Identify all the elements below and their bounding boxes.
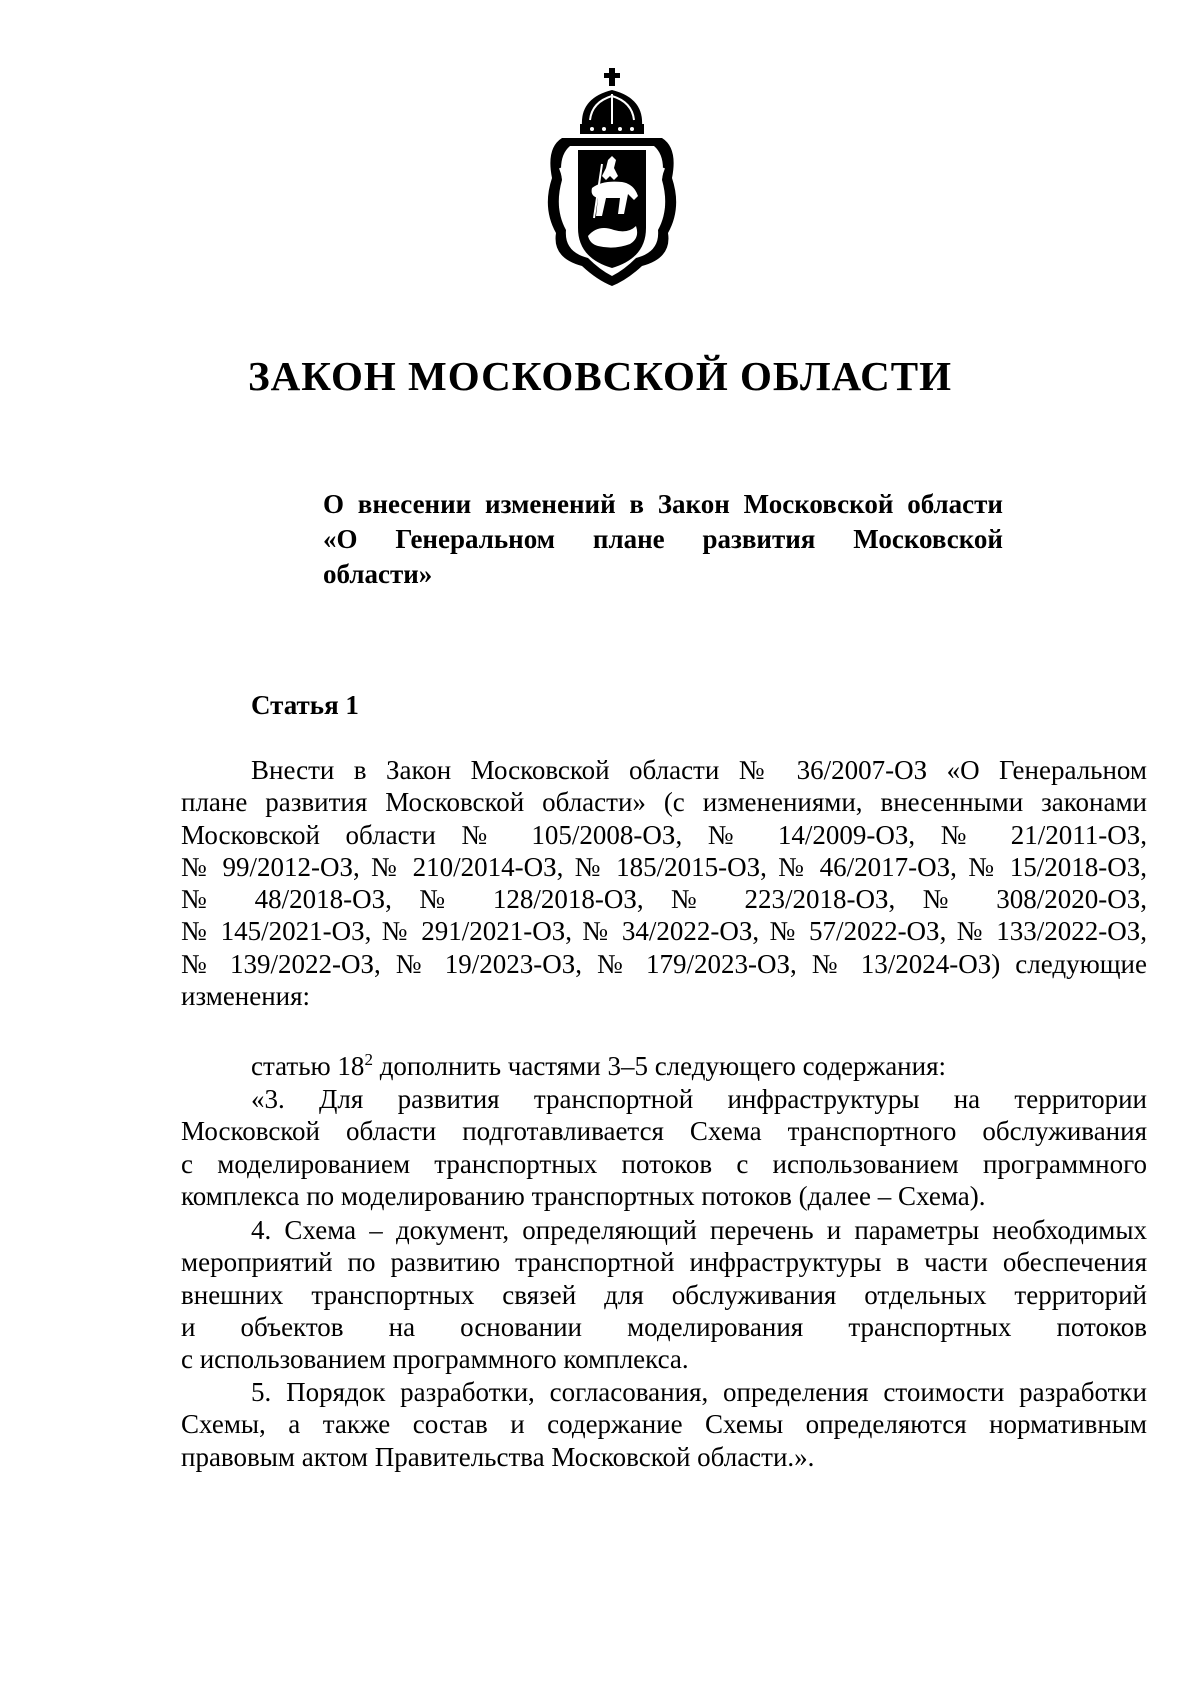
subject-line: области» bbox=[323, 559, 433, 589]
text-line: «3. Для развития транспортной инфраструктуры на территории bbox=[251, 1084, 1147, 1114]
text-line: Внести в Закон Московской области № 36/2007-ОЗ «О Генеральном bbox=[251, 755, 1147, 785]
text-line: Московской области № 105/2008-ОЗ, № 14/2009-ОЗ, № 21/2011-ОЗ, bbox=[181, 819, 1147, 850]
text-line: № 99/2012-ОЗ, № 210/2014-ОЗ, № 185/2015-ОЗ, № 46/2017-ОЗ, № 15/2018-ОЗ, bbox=[181, 851, 1147, 882]
part-3-paragraph bbox=[181, 1083, 1147, 1212]
text-line: 4. Схема – документ, определяющий перечень и параметры необходимых bbox=[251, 1215, 1147, 1245]
text-line: № 48/2018-ОЗ, № 128/2018-ОЗ, № 223/2018-ОЗ, № 308/2020-ОЗ, bbox=[181, 884, 1147, 915]
intro-paragraph bbox=[181, 754, 1147, 1012]
coat-of-arms-icon bbox=[542, 68, 682, 288]
amend-prefix: статью 18 bbox=[251, 1051, 365, 1081]
text-line: с моделированием транспортных потоков с использованием программного bbox=[181, 1148, 1147, 1179]
text-line: Схемы, а также состав и содержание Схемы определяются нормативным bbox=[181, 1409, 1147, 1440]
text-line: внешних транспортных связей для обслуживания отдельных территорий bbox=[181, 1279, 1147, 1310]
document-subject bbox=[323, 487, 1003, 592]
text-line: правовым актом Правительства Московской области.». bbox=[181, 1441, 815, 1472]
text-line: № 145/2021-ОЗ, № 291/2021-ОЗ, № 34/2022-ОЗ, № 57/2022-ОЗ, № 133/2022-ОЗ, bbox=[181, 916, 1147, 947]
document-title: ЗАКОН МОСКОВСКОЙ ОБЛАСТИ bbox=[248, 353, 952, 399]
text-line: комплекса по моделированию транспортных потоков (далее – Схема). bbox=[181, 1180, 986, 1211]
text-line: Московской области подготавливается Схема транспортного обслуживания bbox=[181, 1116, 1147, 1147]
text-line: мероприятий по развитию транспортной инфраструктуры в части обеспечения bbox=[181, 1247, 1147, 1278]
text-line bbox=[181, 1050, 1147, 1082]
part-4-paragraph bbox=[181, 1214, 1147, 1375]
amend-suffix: дополнить частями 3–5 следующего содержания: bbox=[372, 1051, 947, 1081]
subject-line: «О Генеральном плане развития Московской bbox=[323, 524, 1003, 554]
text-line: плане развития Московской области» (с изменениями, внесенными законами bbox=[181, 787, 1147, 818]
amendment-paragraph bbox=[181, 1050, 1147, 1082]
subject-line: О внесении изменений в Закон Московской области bbox=[323, 489, 1003, 519]
text-line: № 139/2022-ОЗ, № 19/2023-ОЗ, № 179/2023-ОЗ, № 13/2024-ОЗ) следующие bbox=[181, 948, 1147, 979]
article-heading: Статья 1 bbox=[251, 690, 359, 720]
amend-superscript: 2 bbox=[364, 1050, 373, 1069]
text-line: 5. Порядок разработки, согласования, определения стоимости разработки bbox=[251, 1377, 1147, 1407]
part-5-paragraph bbox=[181, 1376, 1147, 1473]
text-line: и объектов на основании моделирования транспортных потоков bbox=[181, 1311, 1147, 1342]
text-line: изменения: bbox=[181, 981, 311, 1012]
text-line: с использованием программного комплекса. bbox=[181, 1344, 689, 1375]
